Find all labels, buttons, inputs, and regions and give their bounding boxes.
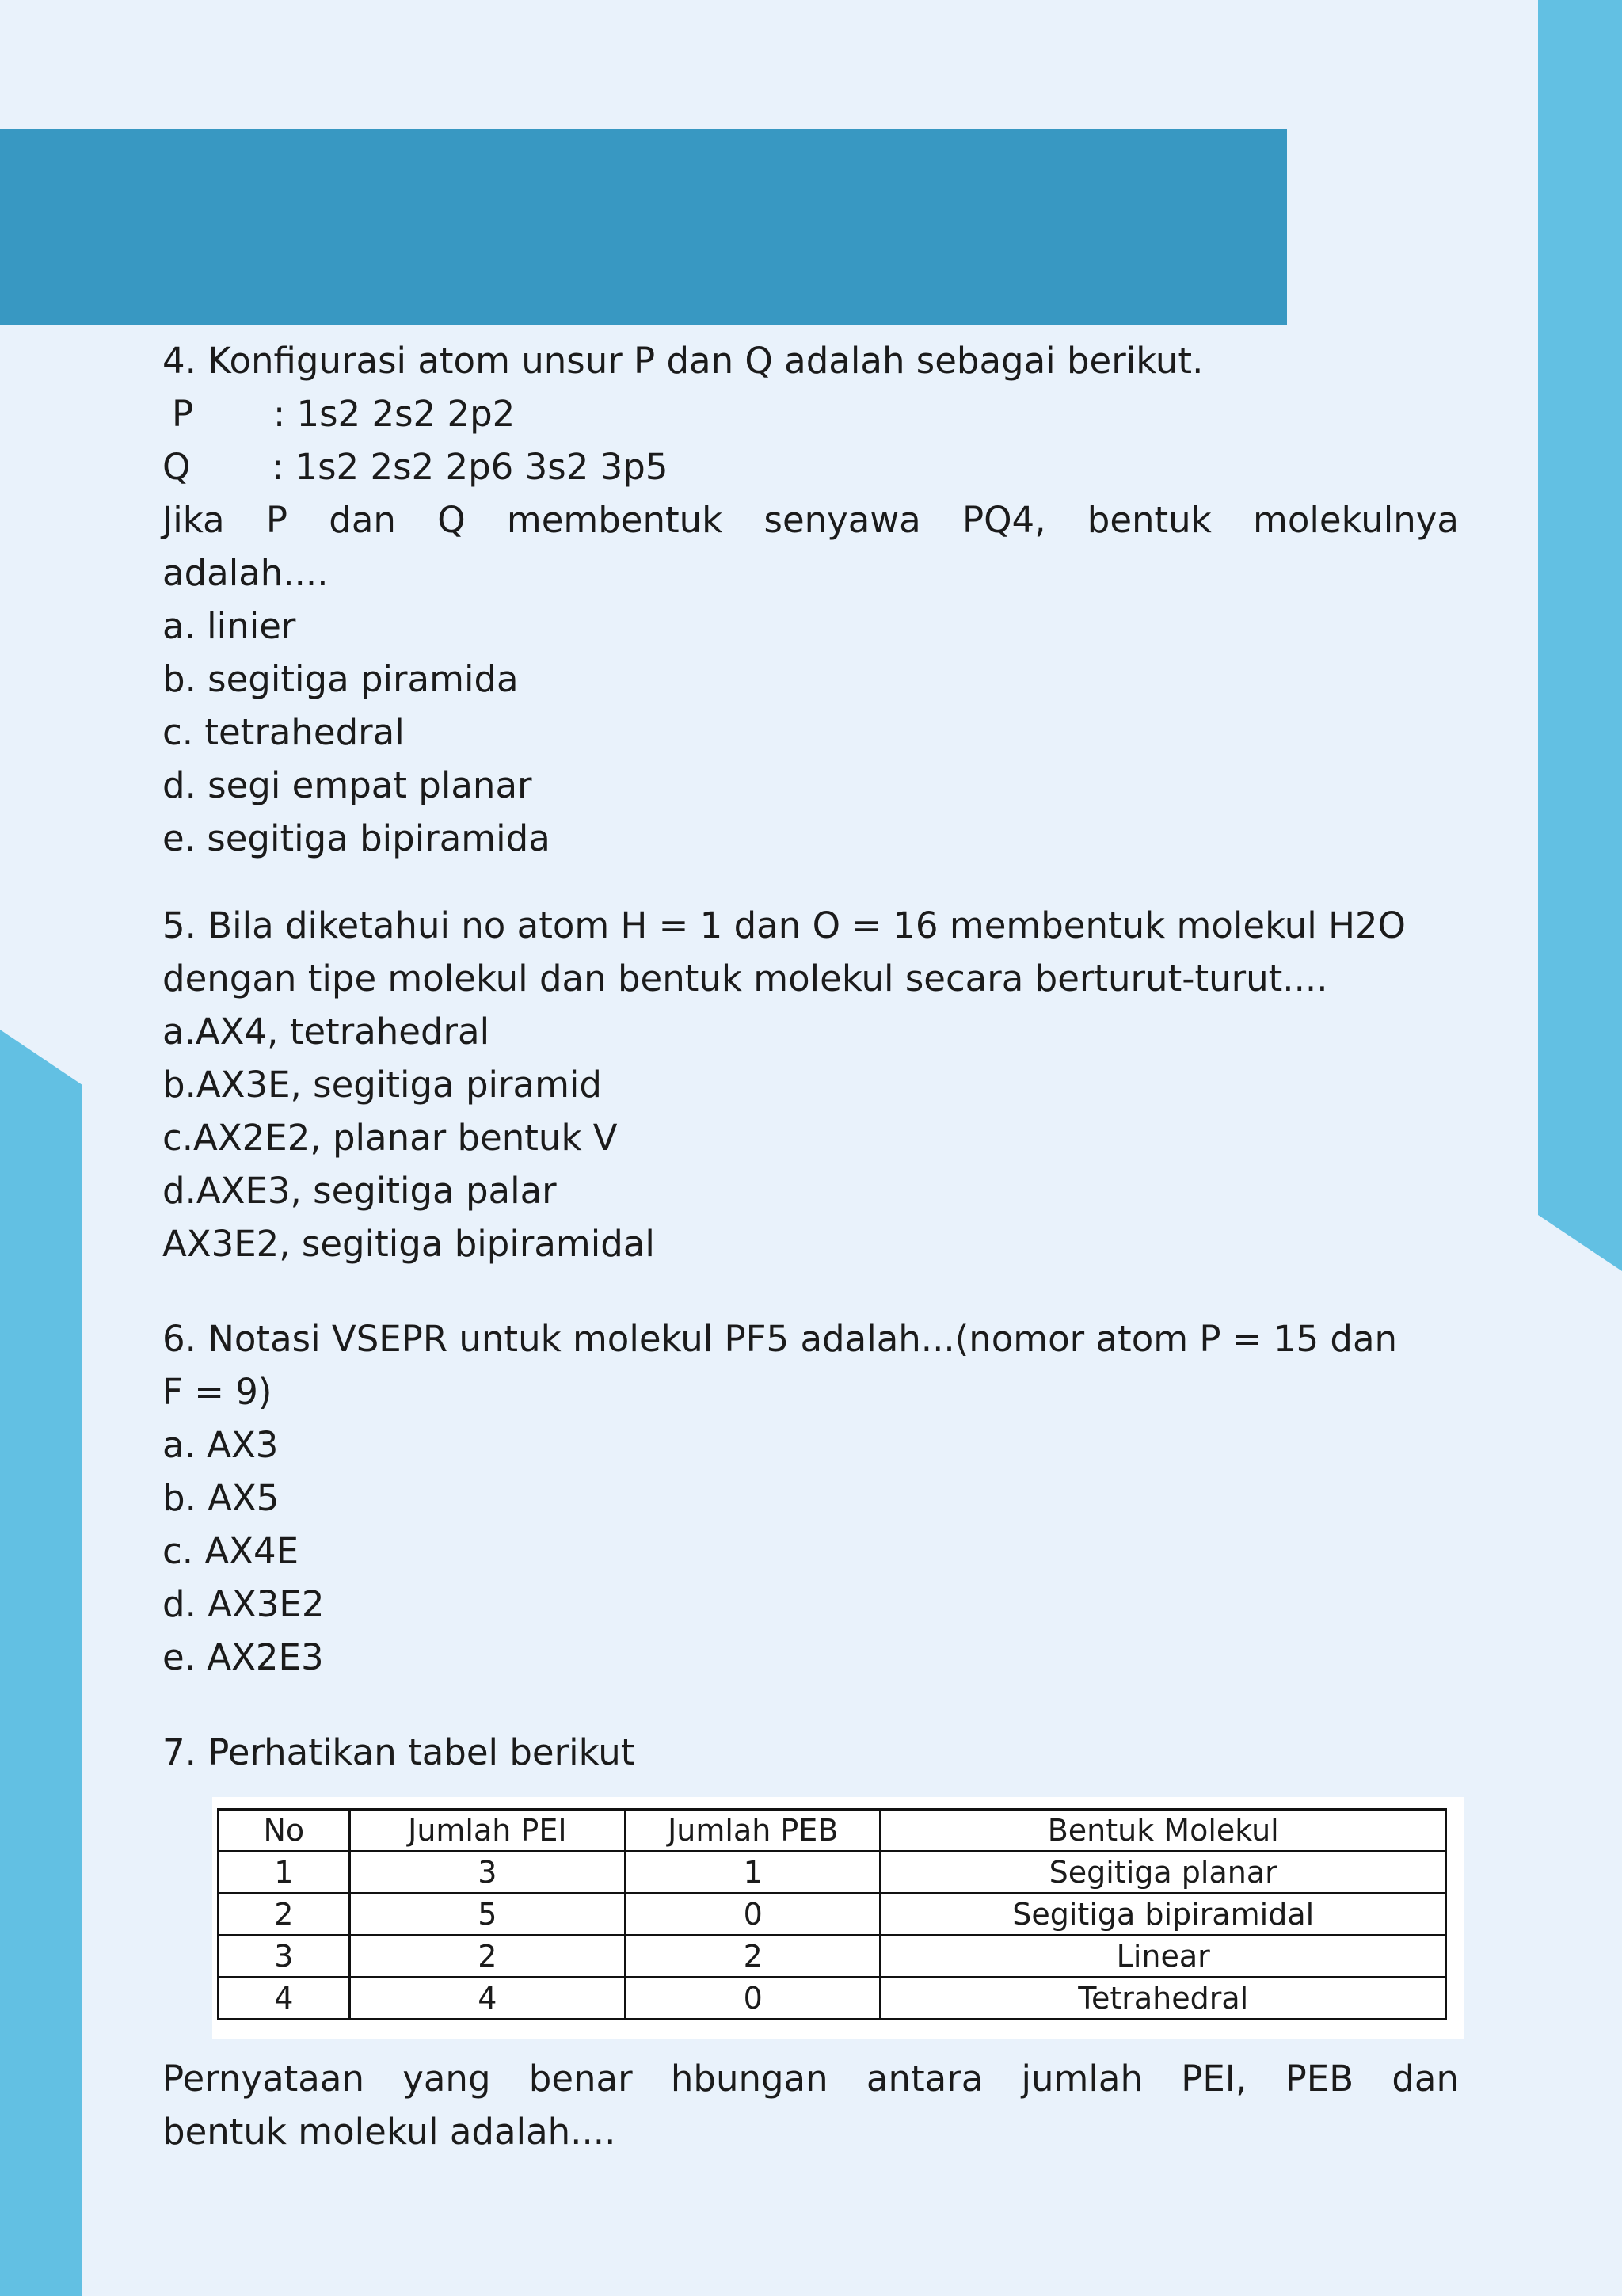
question-6-line2: F = 9)	[162, 1371, 272, 1413]
cell-pei: 4	[349, 1978, 625, 2020]
vsepr-table	[217, 1808, 1447, 2020]
option-6e: e. AX2E3	[162, 1636, 324, 1678]
closing-line1: Pernyataan yang benar hbungan antara jumlah PEI, PEB dan	[162, 2058, 1459, 2100]
cell-peb: 1	[626, 1852, 881, 1894]
cell-peb: 0	[626, 1978, 881, 2020]
cell-pei: 3	[349, 1852, 625, 1894]
table-header-row	[219, 1810, 1446, 1852]
table-row	[219, 1852, 1446, 1894]
option-4b: b. segitiga piramida	[162, 658, 519, 700]
header-jumlah-pei: Jumlah PEI	[349, 1810, 625, 1852]
cell-bentuk: Segitiga planar	[881, 1852, 1446, 1894]
cell-bentuk: Tetrahedral	[881, 1978, 1446, 2020]
option-5d: d.AXE3, segitiga palar	[162, 1170, 557, 1212]
cell-peb: 2	[626, 1936, 881, 1978]
worksheet-content	[162, 334, 1459, 1779]
cell-no: 1	[219, 1852, 350, 1894]
header-jumlah-peb: Jumlah PEB	[626, 1810, 881, 1852]
config-p	[162, 387, 1459, 440]
option-6b: b. AX5	[162, 1477, 280, 1519]
question-7-closing	[162, 2052, 1459, 2158]
option-6d: d. AX3E2	[162, 1583, 325, 1625]
cell-pei: 2	[349, 1936, 625, 1978]
question-7	[162, 1726, 1459, 1779]
option-6a: a. AX3	[162, 1424, 279, 1466]
cell-peb: 0	[626, 1894, 881, 1936]
table-row	[219, 1978, 1446, 2020]
header-band	[0, 129, 1287, 325]
left-decorative-strip	[0, 1030, 82, 2296]
question-4-stem: 4. Konfigurasi atom unsur P dan Q adalah sebagai berikut.	[162, 340, 1204, 382]
question-6	[162, 1312, 1459, 1684]
option-4c: c. tetrahedral	[162, 711, 405, 753]
config-p-value: : 1s2 2s2 2p2	[273, 393, 516, 435]
config-q-value: : 1s2 2s2 2p6 3s2 3p5	[272, 446, 668, 488]
cell-no: 3	[219, 1936, 350, 1978]
right-decorative-strip	[1538, 0, 1622, 1271]
cell-bentuk: Linear	[881, 1936, 1446, 1978]
cell-pei: 5	[349, 1894, 625, 1936]
closing-line2: bentuk molekul adalah....	[162, 2111, 616, 2153]
question-4-line2: adalah....	[162, 552, 329, 594]
question-5-line2: dengan tipe molekul dan bentuk molekul secara berturut-turut....	[162, 958, 1328, 1000]
question-7-stem: 7. Perhatikan tabel berikut	[162, 1731, 635, 1773]
config-q-label: Q	[162, 446, 191, 488]
question-5	[162, 899, 1459, 1270]
option-6c: c. AX4E	[162, 1530, 299, 1572]
table-row	[219, 1894, 1446, 1936]
config-p-label: P	[172, 393, 194, 435]
option-5c: c.AX2E2, planar bentuk V	[162, 1117, 618, 1159]
config-q	[162, 440, 1459, 493]
cell-no: 2	[219, 1894, 350, 1936]
cell-no: 4	[219, 1978, 350, 2020]
question-6-line1: 6. Notasi VSEPR untuk molekul PF5 adalah...(nomor atom P = 15 dan	[162, 1318, 1398, 1360]
option-5a: a.AX4, tetrahedral	[162, 1011, 490, 1053]
cell-bentuk: Segitiga bipiramidal	[881, 1894, 1446, 1936]
question-5-line1: 5. Bila diketahui no atom H = 1 dan O = 16 membentuk molekul H2O	[162, 904, 1406, 946]
option-5e: AX3E2, segitiga bipiramidal	[162, 1223, 655, 1265]
question-4	[162, 334, 1459, 865]
header-bentuk-molekul: Bentuk Molekul	[881, 1810, 1446, 1852]
option-4e: e. segitiga bipiramida	[162, 817, 550, 859]
option-5b: b.AX3E, segitiga piramid	[162, 1064, 602, 1106]
option-4d: d. segi empat planar	[162, 764, 532, 806]
question-4-line1: Jika P dan Q membentuk senyawa PQ4, bentuk molekulnya	[162, 499, 1459, 541]
option-4a: a. linier	[162, 605, 296, 647]
header-no: No	[219, 1810, 350, 1852]
table-row	[219, 1936, 1446, 1978]
table-image	[212, 1797, 1464, 2039]
